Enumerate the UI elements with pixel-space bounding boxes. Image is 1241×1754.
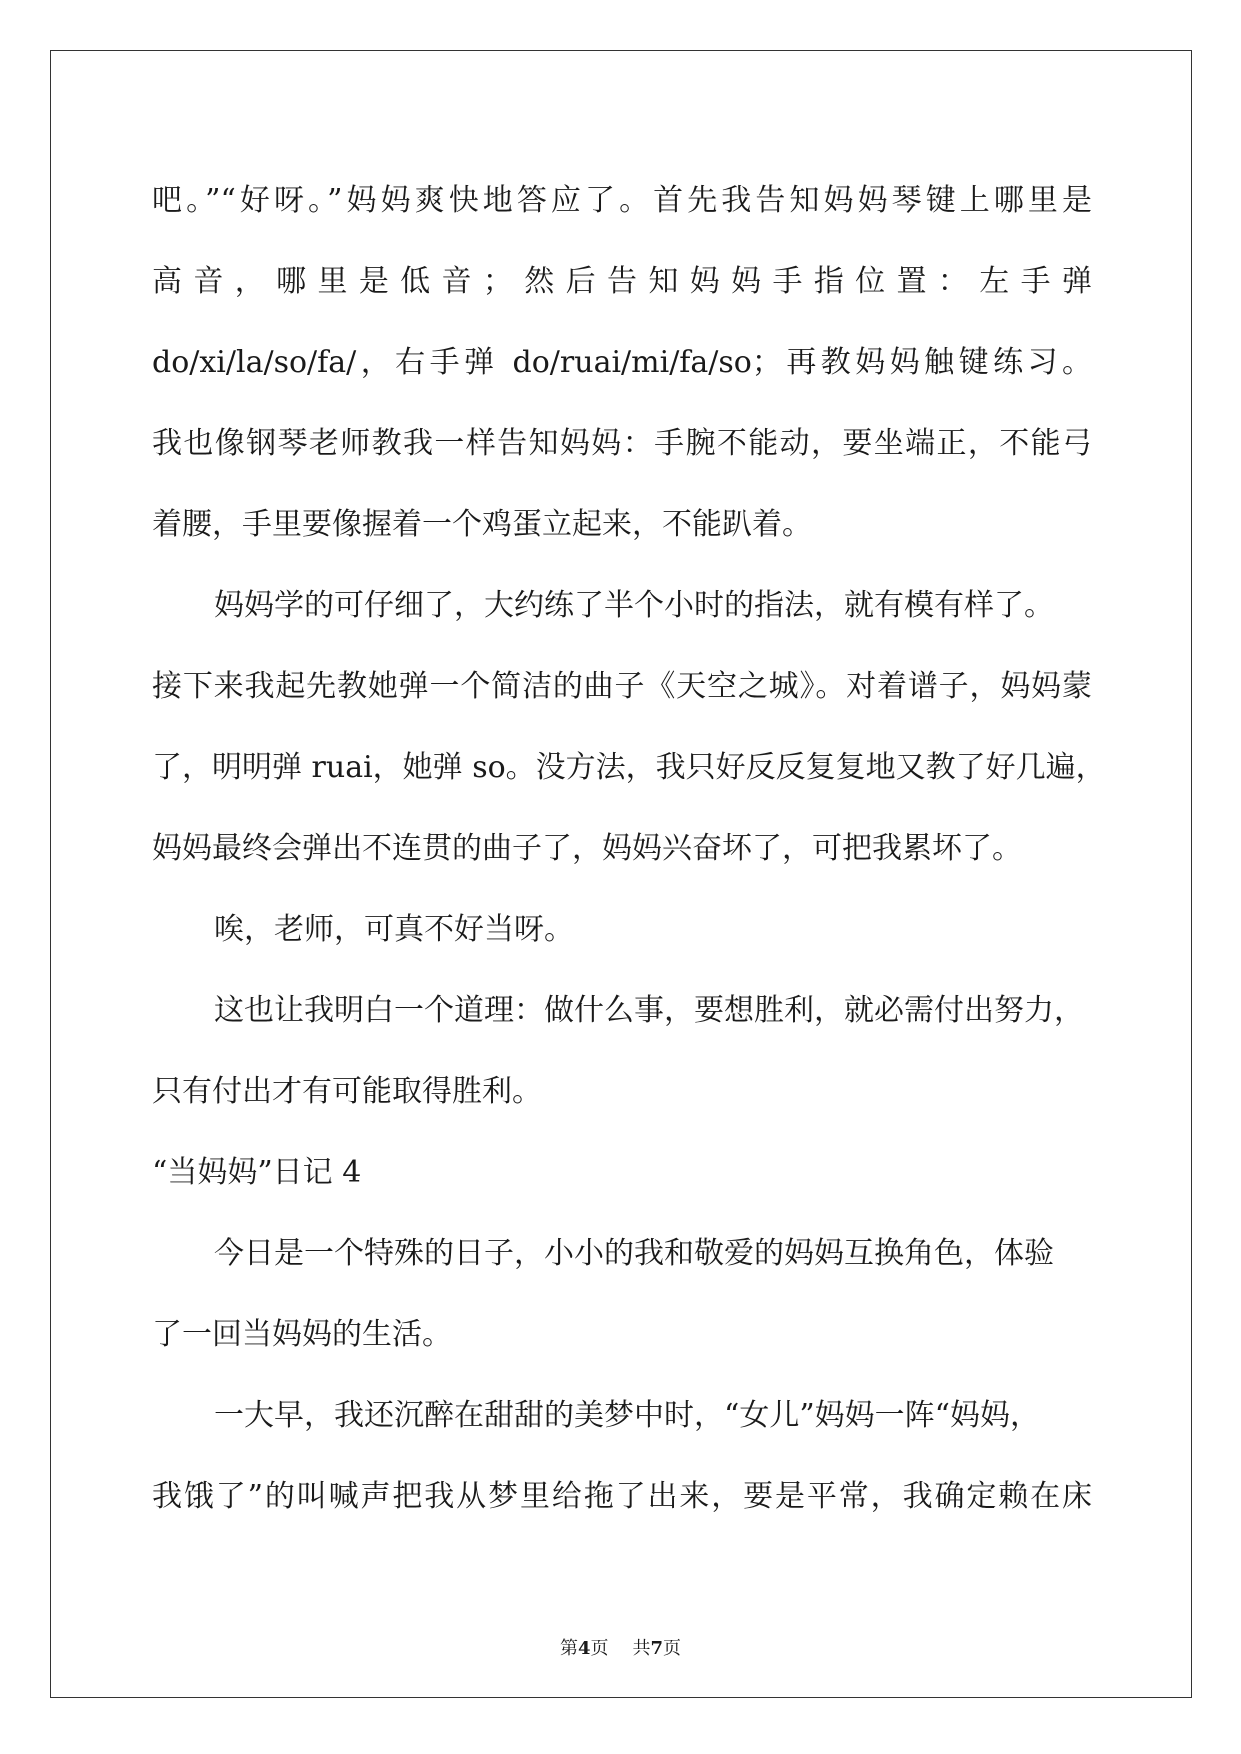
page-total: 7 xyxy=(650,1638,664,1659)
paragraph-first-line: 今日是一个特殊的日子，小小的我和敬爱的妈妈互换角色，体验 xyxy=(214,1236,1054,1271)
page-total-suffix: 页 xyxy=(663,1638,682,1659)
text-line: 吧。”“好呀。”妈妈爽快地答应了。首先我告知妈妈琴键上哪里是 xyxy=(152,183,1092,218)
paragraph-first-line: 一大早，我还沉醉在甜甜的美梦中时，“女儿”妈妈一阵“妈妈， xyxy=(214,1398,1041,1433)
paragraph-first-line: 妈妈学的可仔细了，大约练了半个小时的指法，就有模有样了。 xyxy=(214,588,1054,623)
text-line: do/xi/la/so/fa/，右手弹 do/ruai/mi/fa/so；再教妈妈触键练习。 xyxy=(152,345,1092,380)
section-heading: “当妈妈”日记 4 xyxy=(152,1155,362,1190)
text-line: 着腰，手里要像握着一个鸡蛋立起来，不能趴着。 xyxy=(152,507,812,542)
text-line: 我饿了”的叫喊声把我从梦里给拖了出来，要是平常，我确定赖在床 xyxy=(152,1479,1092,1514)
text-line: 只有付出才有可能取得胜利。 xyxy=(152,1074,542,1109)
text-line: 了一回当妈妈的生活。 xyxy=(152,1317,452,1352)
text-line: 妈妈最终会弹出不连贯的曲子了，妈妈兴奋坏了，可把我累坏了。 xyxy=(152,831,1022,866)
text-line: 高音，哪里是低音；然后告知妈妈手指位置：左手弹 xyxy=(152,264,1092,299)
page-total-prefix: 共 xyxy=(632,1638,651,1659)
paragraph-first-line: 这也让我明白一个道理：做什么事，要想胜利，就必需付出努力， xyxy=(214,993,1084,1028)
text-line: 了，明明弹 ruai，她弹 so。没方法，我只好反反复复地又教了好几遍， xyxy=(152,750,1106,785)
page-number-prefix: 第 xyxy=(559,1638,578,1659)
page-footer xyxy=(0,1634,1241,1660)
document-body xyxy=(152,160,1106,1537)
page-number-current: 4 xyxy=(577,1638,591,1659)
page-number-suffix: 页 xyxy=(590,1638,609,1659)
text-line: 接下来我起先教她弹一个简洁的曲子《天空之城》。对着谱子，妈妈蒙 xyxy=(152,669,1092,704)
text-line: 我也像钢琴老师教我一样告知妈妈：手腕不能动，要坐端正，不能弓 xyxy=(152,426,1092,461)
paragraph-first-line: 唉，老师，可真不好当呀。 xyxy=(214,912,574,947)
